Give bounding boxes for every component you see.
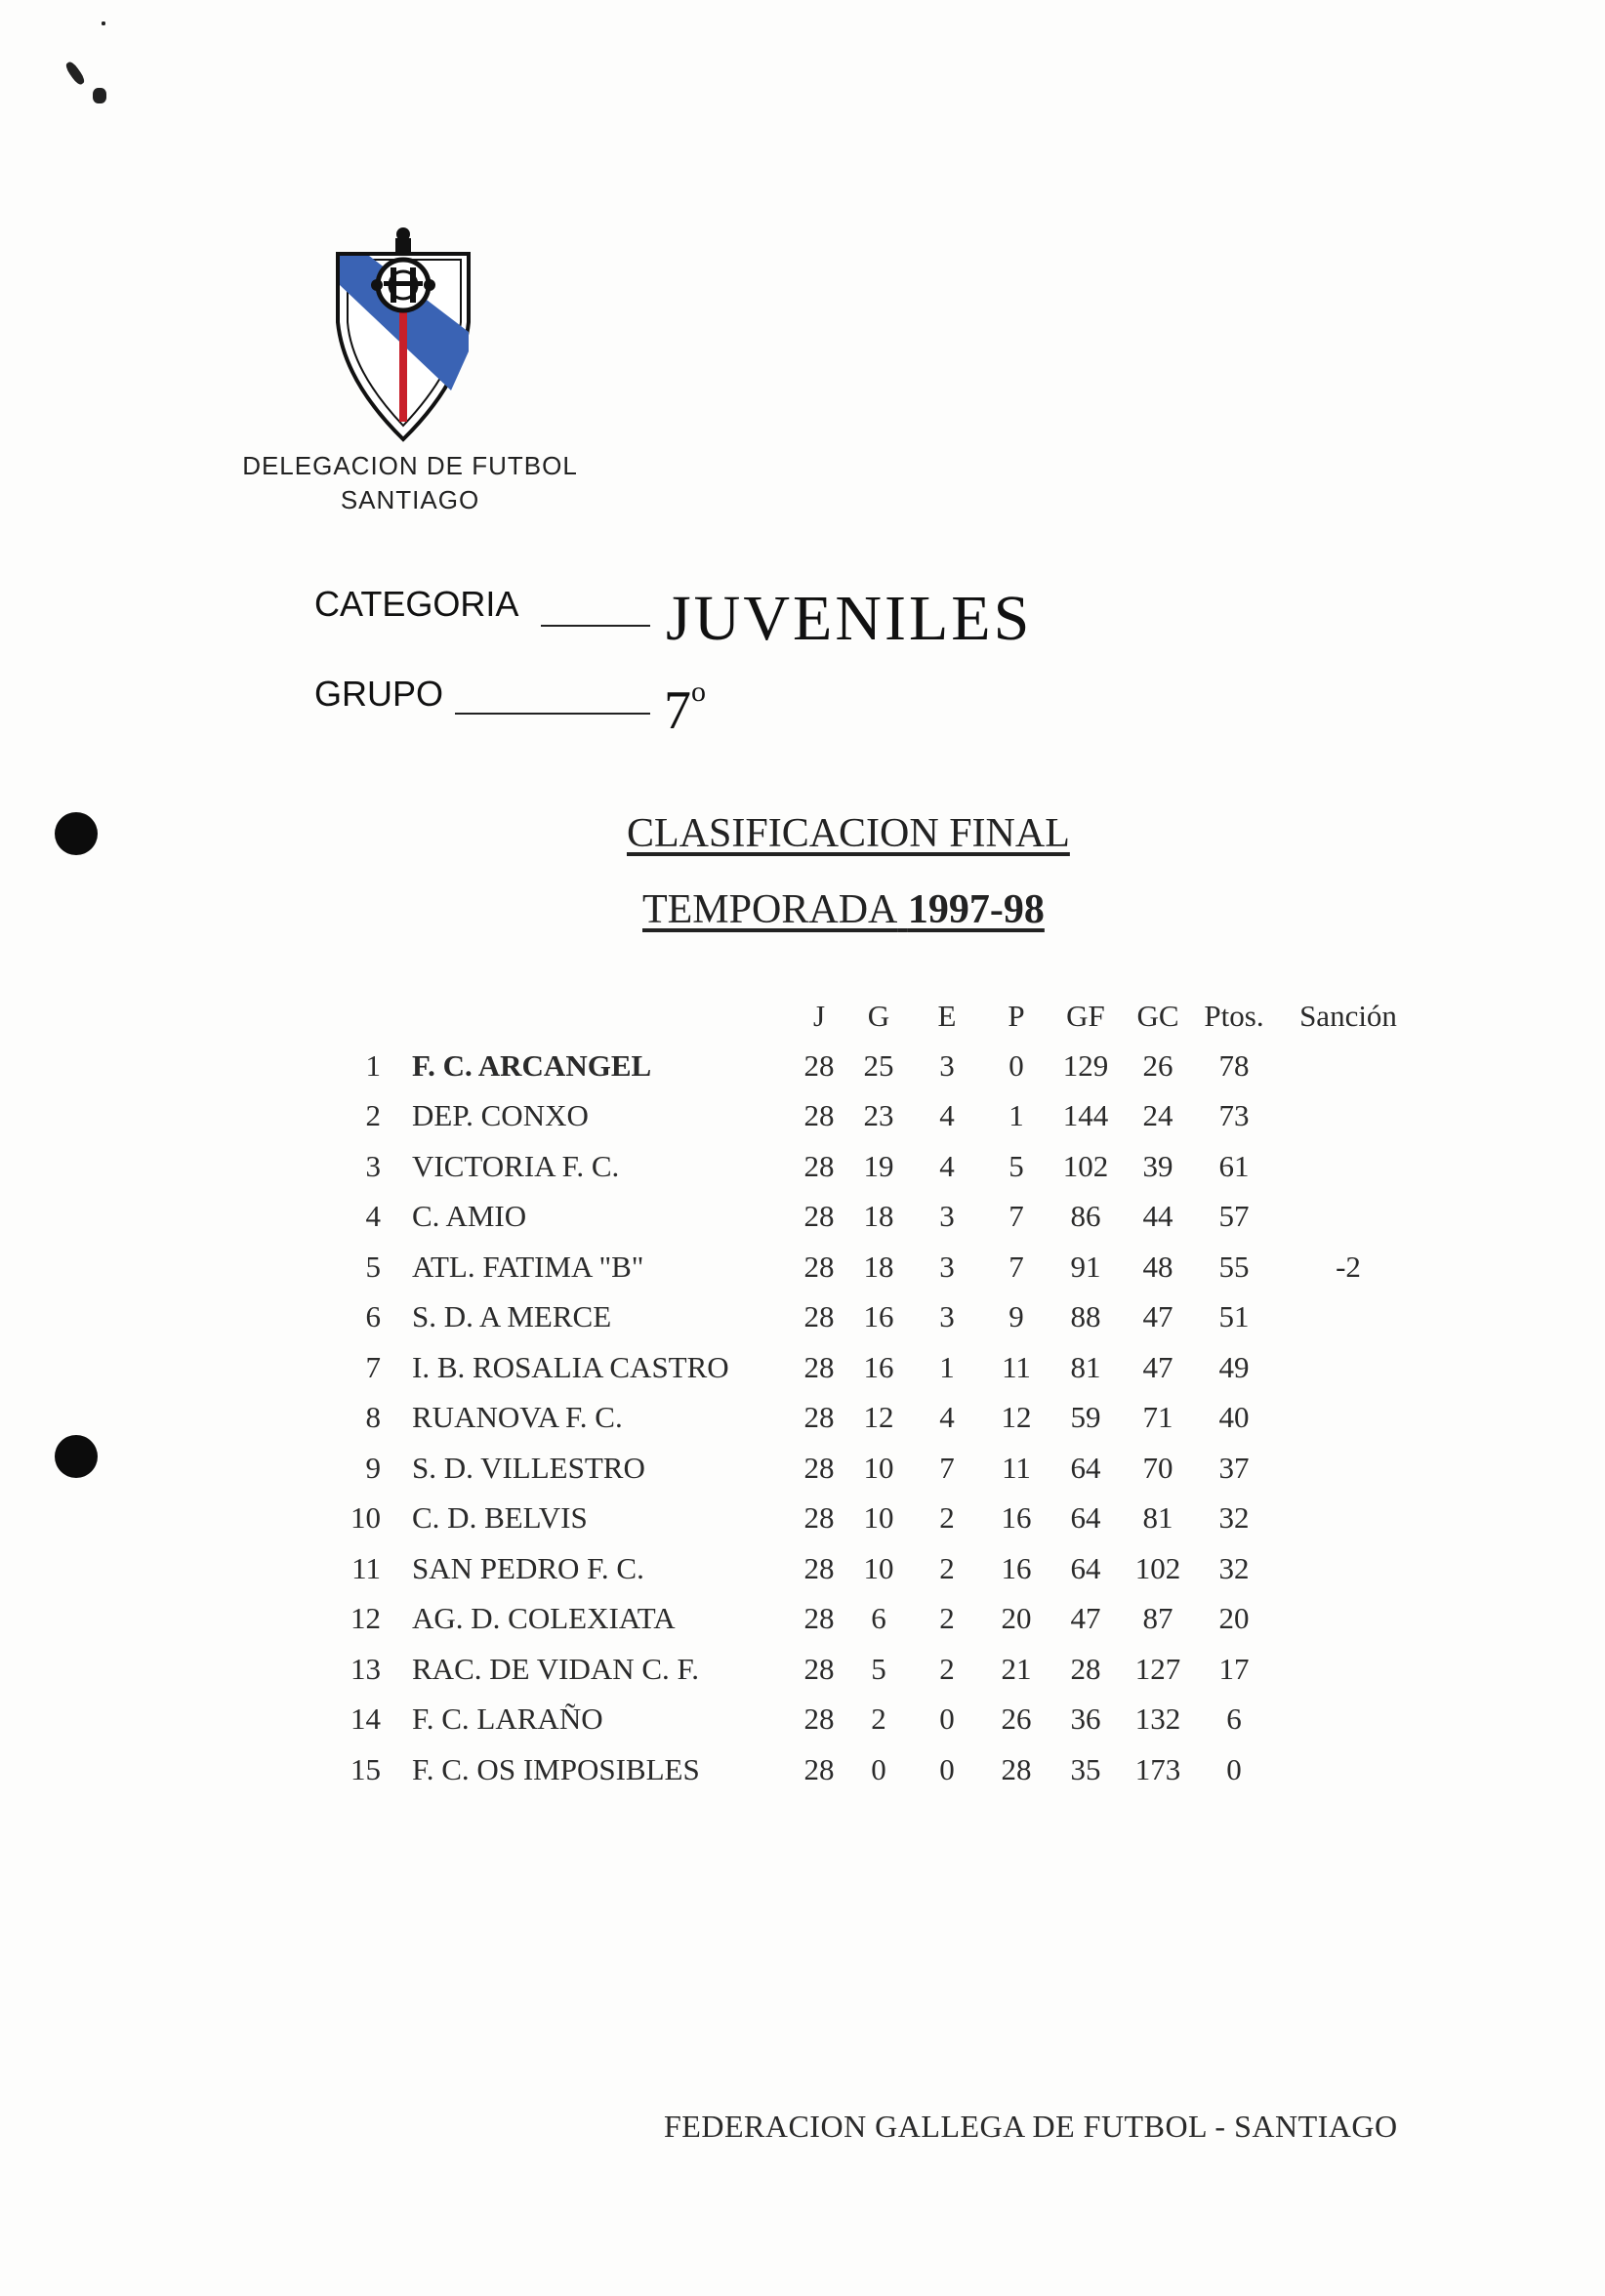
goals-for-cell: 129 — [1062, 1047, 1109, 1083]
position-cell: 4 — [365, 1199, 381, 1234]
sanction-cell — [1275, 1695, 1421, 1745]
sanction-cell — [1275, 1594, 1421, 1645]
category-value: JUVENILES — [666, 583, 1033, 654]
lost-cell: 5 — [1008, 1148, 1024, 1183]
goals-for-cell: 35 — [1070, 1751, 1101, 1786]
header-g: G — [867, 999, 890, 1033]
sanction-cell — [1275, 1494, 1421, 1544]
group-number: 7 — [664, 680, 691, 741]
standings-table — [318, 992, 1421, 1795]
played-cell: 28 — [803, 1500, 835, 1536]
header-sanction: Sanción — [1299, 999, 1397, 1033]
won-cell: 2 — [871, 1702, 886, 1737]
goals-against-cell: 132 — [1134, 1702, 1181, 1737]
lost-cell: 11 — [1002, 1450, 1031, 1485]
table-row — [318, 1342, 1421, 1393]
team-cell: C. D. BELVIS — [412, 1500, 588, 1536]
table-row — [318, 1494, 1421, 1544]
group-rule — [455, 713, 650, 715]
goals-against-cell: 47 — [1142, 1349, 1173, 1384]
played-cell: 28 — [803, 1199, 835, 1234]
team-cell: S. D. A MERCE — [412, 1299, 612, 1334]
team-cell: DEP. CONXO — [412, 1098, 589, 1133]
lost-cell: 0 — [1008, 1047, 1024, 1083]
position-cell: 10 — [350, 1500, 381, 1536]
goals-for-cell: 88 — [1070, 1299, 1101, 1334]
played-cell: 28 — [803, 1047, 835, 1083]
season-label: TEMPORADA — [642, 887, 898, 932]
goals-against-cell: 102 — [1134, 1550, 1181, 1585]
scan-speck — [63, 60, 86, 86]
won-cell: 5 — [871, 1651, 886, 1686]
played-cell: 28 — [803, 1601, 835, 1636]
lost-cell: 7 — [1008, 1199, 1024, 1234]
lost-cell: 26 — [1001, 1702, 1032, 1737]
position-cell: 13 — [350, 1651, 381, 1686]
lost-cell: 16 — [1001, 1500, 1032, 1536]
points-cell: 51 — [1218, 1299, 1250, 1334]
table-row — [318, 1744, 1421, 1795]
organization-city: SANTIAGO — [340, 485, 480, 514]
drawn-cell: 4 — [939, 1148, 955, 1183]
lost-cell: 7 — [1008, 1249, 1024, 1284]
goals-for-cell: 36 — [1070, 1702, 1101, 1737]
position-cell: 12 — [350, 1601, 381, 1636]
points-cell: 40 — [1218, 1400, 1250, 1435]
table-row — [318, 1443, 1421, 1494]
table-row — [318, 1644, 1421, 1695]
drawn-cell: 4 — [939, 1400, 955, 1435]
table-row — [318, 1141, 1421, 1192]
lost-cell: 9 — [1008, 1299, 1024, 1334]
table-row — [318, 1192, 1421, 1243]
table-row — [318, 1041, 1421, 1091]
category-label: CATEGORIA — [314, 584, 519, 624]
drawn-cell: 1 — [939, 1349, 955, 1384]
table-row — [318, 1091, 1421, 1142]
lost-cell: 16 — [1001, 1550, 1032, 1585]
position-cell: 9 — [365, 1450, 381, 1485]
drawn-cell: 7 — [939, 1450, 955, 1485]
team-cell: AG. D. COLEXIATA — [412, 1601, 676, 1636]
season-line — [642, 886, 1045, 933]
table-row — [318, 1292, 1421, 1343]
goals-for-cell: 47 — [1070, 1601, 1101, 1636]
header-j: J — [812, 999, 826, 1033]
goals-against-cell: 87 — [1142, 1601, 1173, 1636]
won-cell: 25 — [863, 1047, 894, 1083]
drawn-cell: 2 — [939, 1550, 955, 1585]
position-cell: 2 — [365, 1098, 381, 1133]
goals-for-cell: 91 — [1070, 1249, 1101, 1284]
goals-for-cell: 59 — [1070, 1400, 1101, 1435]
won-cell: 23 — [863, 1098, 894, 1133]
team-cell: SAN PEDRO F. C. — [412, 1550, 644, 1585]
goals-for-cell: 28 — [1070, 1651, 1101, 1686]
played-cell: 28 — [803, 1349, 835, 1384]
played-cell: 28 — [803, 1299, 835, 1334]
won-cell: 19 — [863, 1148, 894, 1183]
goals-for-cell: 81 — [1070, 1349, 1101, 1384]
position-cell: 3 — [365, 1148, 381, 1183]
won-cell: 16 — [863, 1349, 894, 1384]
goals-against-cell: 173 — [1134, 1751, 1181, 1786]
played-cell: 28 — [803, 1751, 835, 1786]
goals-for-cell: 144 — [1062, 1098, 1109, 1133]
drawn-cell: 2 — [939, 1601, 955, 1636]
lost-cell: 11 — [1002, 1349, 1031, 1384]
table-row — [318, 1543, 1421, 1594]
sanction-cell — [1275, 1543, 1421, 1594]
goals-against-cell: 71 — [1142, 1400, 1173, 1435]
sanction-cell — [1275, 1393, 1421, 1444]
goals-for-cell: 86 — [1070, 1199, 1101, 1234]
points-cell: 32 — [1218, 1500, 1250, 1536]
punch-hole-lower — [55, 1435, 98, 1478]
points-cell: 49 — [1218, 1349, 1250, 1384]
lost-cell: 1 — [1008, 1098, 1024, 1133]
played-cell: 28 — [803, 1249, 835, 1284]
points-cell: 32 — [1218, 1550, 1250, 1585]
goals-against-cell: 48 — [1142, 1249, 1173, 1284]
lost-cell: 12 — [1001, 1400, 1032, 1435]
position-cell: 7 — [365, 1349, 381, 1384]
points-cell: 20 — [1218, 1601, 1250, 1636]
drawn-cell: 2 — [939, 1651, 955, 1686]
footer-text: FEDERACION GALLEGA DE FUTBOL - SANTIAGO — [664, 2109, 1398, 2144]
table-row — [318, 1594, 1421, 1645]
sanction-cell — [1275, 1342, 1421, 1393]
position-cell: 14 — [350, 1702, 381, 1737]
played-cell: 28 — [803, 1550, 835, 1585]
goals-against-cell: 24 — [1142, 1098, 1173, 1133]
position-cell: 11 — [351, 1550, 381, 1585]
position-cell: 8 — [365, 1400, 381, 1435]
played-cell: 28 — [803, 1702, 835, 1737]
played-cell: 28 — [803, 1651, 835, 1686]
drawn-cell: 3 — [939, 1249, 955, 1284]
sanction-cell — [1275, 1744, 1421, 1795]
points-cell: 6 — [1226, 1702, 1242, 1737]
drawn-cell: 3 — [939, 1299, 955, 1334]
points-cell: 61 — [1218, 1148, 1250, 1183]
played-cell: 28 — [803, 1400, 835, 1435]
goals-for-cell: 102 — [1062, 1148, 1109, 1183]
drawn-cell: 3 — [939, 1047, 955, 1083]
drawn-cell: 0 — [939, 1702, 955, 1737]
points-cell: 78 — [1218, 1047, 1250, 1083]
goals-against-cell: 81 — [1142, 1500, 1173, 1536]
sanction-cell — [1275, 1141, 1421, 1192]
drawn-cell: 2 — [939, 1500, 955, 1536]
position-cell: 6 — [365, 1299, 381, 1334]
team-cell: RAC. DE VIDAN C. F. — [412, 1651, 700, 1686]
galician-crest-icon — [330, 225, 476, 444]
header-gf: GF — [1066, 999, 1105, 1033]
position-cell: 15 — [350, 1751, 381, 1786]
team-cell: ATL. FATIMA "B" — [412, 1249, 644, 1284]
goals-against-cell: 127 — [1134, 1651, 1181, 1686]
won-cell: 18 — [863, 1199, 894, 1234]
sanction-cell: -2 — [1336, 1249, 1361, 1284]
won-cell: 18 — [863, 1249, 894, 1284]
team-cell: C. AMIO — [412, 1199, 527, 1234]
group-value — [664, 676, 706, 742]
played-cell: 28 — [803, 1098, 835, 1133]
team-cell: VICTORIA F. C. — [412, 1148, 620, 1183]
group-ordinal: o — [691, 676, 706, 708]
position-cell: 5 — [365, 1249, 381, 1284]
team-cell: F. C. ARCANGEL — [412, 1047, 652, 1083]
points-cell: 57 — [1218, 1199, 1250, 1234]
category-rule — [541, 625, 650, 627]
header-gc: GC — [1136, 999, 1179, 1033]
table-header-row — [318, 992, 1421, 1041]
header-e: E — [937, 999, 957, 1033]
points-cell: 0 — [1226, 1751, 1242, 1786]
played-cell: 28 — [803, 1450, 835, 1485]
won-cell: 10 — [863, 1450, 894, 1485]
team-cell: S. D. VILLESTRO — [412, 1450, 645, 1485]
sanction-cell — [1275, 1091, 1421, 1142]
goals-against-cell: 39 — [1142, 1148, 1173, 1183]
team-cell: RUANOVA F. C. — [412, 1400, 623, 1435]
won-cell: 0 — [871, 1751, 886, 1786]
organization-name: DELEGACION DE FUTBOL — [242, 451, 578, 480]
sanction-cell — [1275, 1041, 1421, 1091]
goals-against-cell: 44 — [1142, 1199, 1173, 1234]
team-cell: I. B. ROSALIA CASTRO — [412, 1349, 729, 1384]
season-value: 1997-98 — [907, 887, 1045, 932]
goals-for-cell: 64 — [1070, 1450, 1101, 1485]
sanction-cell — [1275, 1443, 1421, 1494]
goals-against-cell: 70 — [1142, 1450, 1173, 1485]
points-cell: 55 — [1218, 1249, 1250, 1284]
header-points: Ptos. — [1204, 999, 1264, 1033]
goals-for-cell: 64 — [1070, 1550, 1101, 1585]
won-cell: 10 — [863, 1550, 894, 1585]
position-cell: 1 — [365, 1047, 381, 1083]
page-title: CLASIFICACION FINAL — [627, 811, 1070, 856]
team-cell: F. C. OS IMPOSIBLES — [412, 1751, 700, 1786]
played-cell: 28 — [803, 1148, 835, 1183]
won-cell: 10 — [863, 1500, 894, 1536]
points-cell: 73 — [1218, 1098, 1250, 1133]
goals-against-cell: 26 — [1142, 1047, 1173, 1083]
scan-speck — [93, 88, 106, 103]
won-cell: 16 — [863, 1299, 894, 1334]
lost-cell: 20 — [1001, 1601, 1032, 1636]
sanction-cell — [1275, 1192, 1421, 1243]
won-cell: 6 — [871, 1601, 886, 1636]
team-cell: F. C. LARAÑO — [412, 1702, 603, 1737]
table-row — [318, 1242, 1421, 1292]
points-cell: 37 — [1218, 1450, 1250, 1485]
table-row — [318, 1393, 1421, 1444]
drawn-cell: 4 — [939, 1098, 955, 1133]
sanction-cell — [1275, 1644, 1421, 1695]
lost-cell: 28 — [1001, 1751, 1032, 1786]
scan-speck — [102, 21, 105, 25]
header-team — [412, 992, 791, 1041]
group-label: GRUPO — [314, 674, 444, 714]
drawn-cell: 3 — [939, 1199, 955, 1234]
points-cell: 17 — [1218, 1651, 1250, 1686]
goals-against-cell: 47 — [1142, 1299, 1173, 1334]
drawn-cell: 0 — [939, 1751, 955, 1786]
punch-hole-upper — [55, 812, 98, 855]
goals-for-cell: 64 — [1070, 1500, 1101, 1536]
header-pos — [318, 992, 412, 1041]
lost-cell: 21 — [1001, 1651, 1032, 1686]
table-row — [318, 1695, 1421, 1745]
won-cell: 12 — [863, 1400, 894, 1435]
header-p: P — [1008, 999, 1025, 1033]
sanction-cell — [1275, 1292, 1421, 1343]
